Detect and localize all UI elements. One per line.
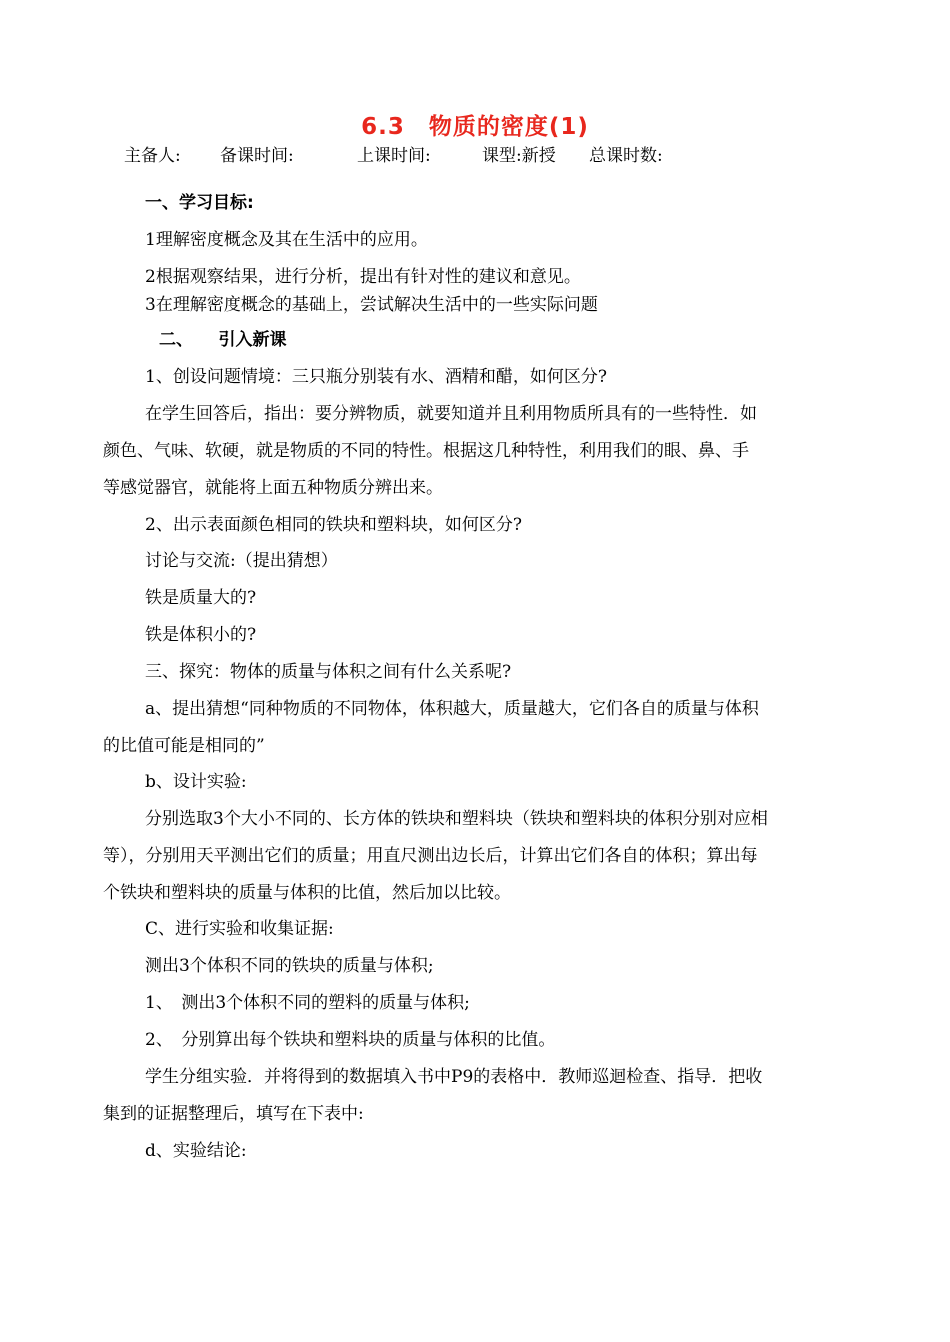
- meta-total-hours: 总课时数:: [589, 146, 663, 166]
- body-line: 等），分别用天平测出它们的质量；用直尺测出边长后，计算出它们各自的体积；算出每: [103, 846, 758, 866]
- objective-item: 1理解密度概念及其在生活中的应用。: [145, 230, 428, 250]
- body-line: 铁是质量大的?: [145, 588, 257, 608]
- body-line: 2、 分别算出每个铁块和塑料块的质量与体积的比值。: [145, 1030, 556, 1050]
- section-heading-objectives: 一、学习目标:: [145, 193, 254, 213]
- page-title: 6.3 物质的密度(1): [361, 114, 589, 140]
- body-line: 的比值可能是相同的”: [103, 736, 265, 756]
- body-line: 分别选取3个大小不同的、长方体的铁块和塑料块（铁块和塑料块的体积分别对应相: [145, 809, 768, 829]
- body-line: 铁是体积小的?: [145, 625, 257, 645]
- body-line: b、设计实验:: [145, 772, 247, 792]
- body-line: 1、 测出3个体积不同的塑料的质量与体积;: [145, 993, 470, 1013]
- meta-class-time: 上课时间:: [357, 146, 431, 166]
- meta-lesson-type: 课型:新授: [482, 146, 556, 166]
- body-line: 讨论与交流:（提出猜想）: [145, 551, 338, 571]
- objective-item: 3在理解密度概念的基础上，尝试解决生活中的一些实际问题: [145, 295, 598, 315]
- section-heading-intro: 二、 引入新课: [159, 330, 287, 350]
- body-line: 颜色、气味、软硬，就是物质的不同的特性。根据这几种特性，利用我们的眼、鼻、手: [103, 441, 749, 461]
- body-line: 三、探究：物体的质量与体积之间有什么关系呢?: [145, 662, 512, 682]
- objective-item: 2根据观察结果，进行分析，提出有针对性的建议和意见。: [145, 267, 581, 287]
- body-line: 1、创设问题情境：三只瓶分别装有水、酒精和醋，如何区分?: [145, 367, 607, 387]
- body-line: 学生分组实验．并将得到的数据填入书中P9的表格中．教师巡迴检查、指导．把收: [145, 1067, 763, 1087]
- body-line: 2、出示表面颜色相同的铁块和塑料块，如何区分?: [145, 515, 522, 535]
- body-line: 在学生回答后，指出：要分辨物质，就要知道并且利用物质所具有的一些特性．如: [145, 404, 757, 424]
- body-line: 集到的证据整理后，填写在下表中:: [103, 1104, 364, 1124]
- body-line: 等感觉器官，就能将上面五种物质分辨出来。: [103, 478, 443, 498]
- body-line: a、提出猜想“同种物质的不同物体，体积越大，质量越大，它们各自的质量与体积: [145, 699, 759, 719]
- meta-preparer: 主备人:: [124, 146, 181, 166]
- meta-prep-time: 备课时间:: [220, 146, 294, 166]
- body-line: 个铁块和塑料块的质量与体积的比值，然后加以比较。: [103, 883, 511, 903]
- body-line: C、进行实验和收集证据:: [145, 919, 334, 939]
- body-line: 测出3个体积不同的铁块的质量与体积;: [145, 956, 434, 976]
- body-line: d、实验结论:: [145, 1141, 247, 1161]
